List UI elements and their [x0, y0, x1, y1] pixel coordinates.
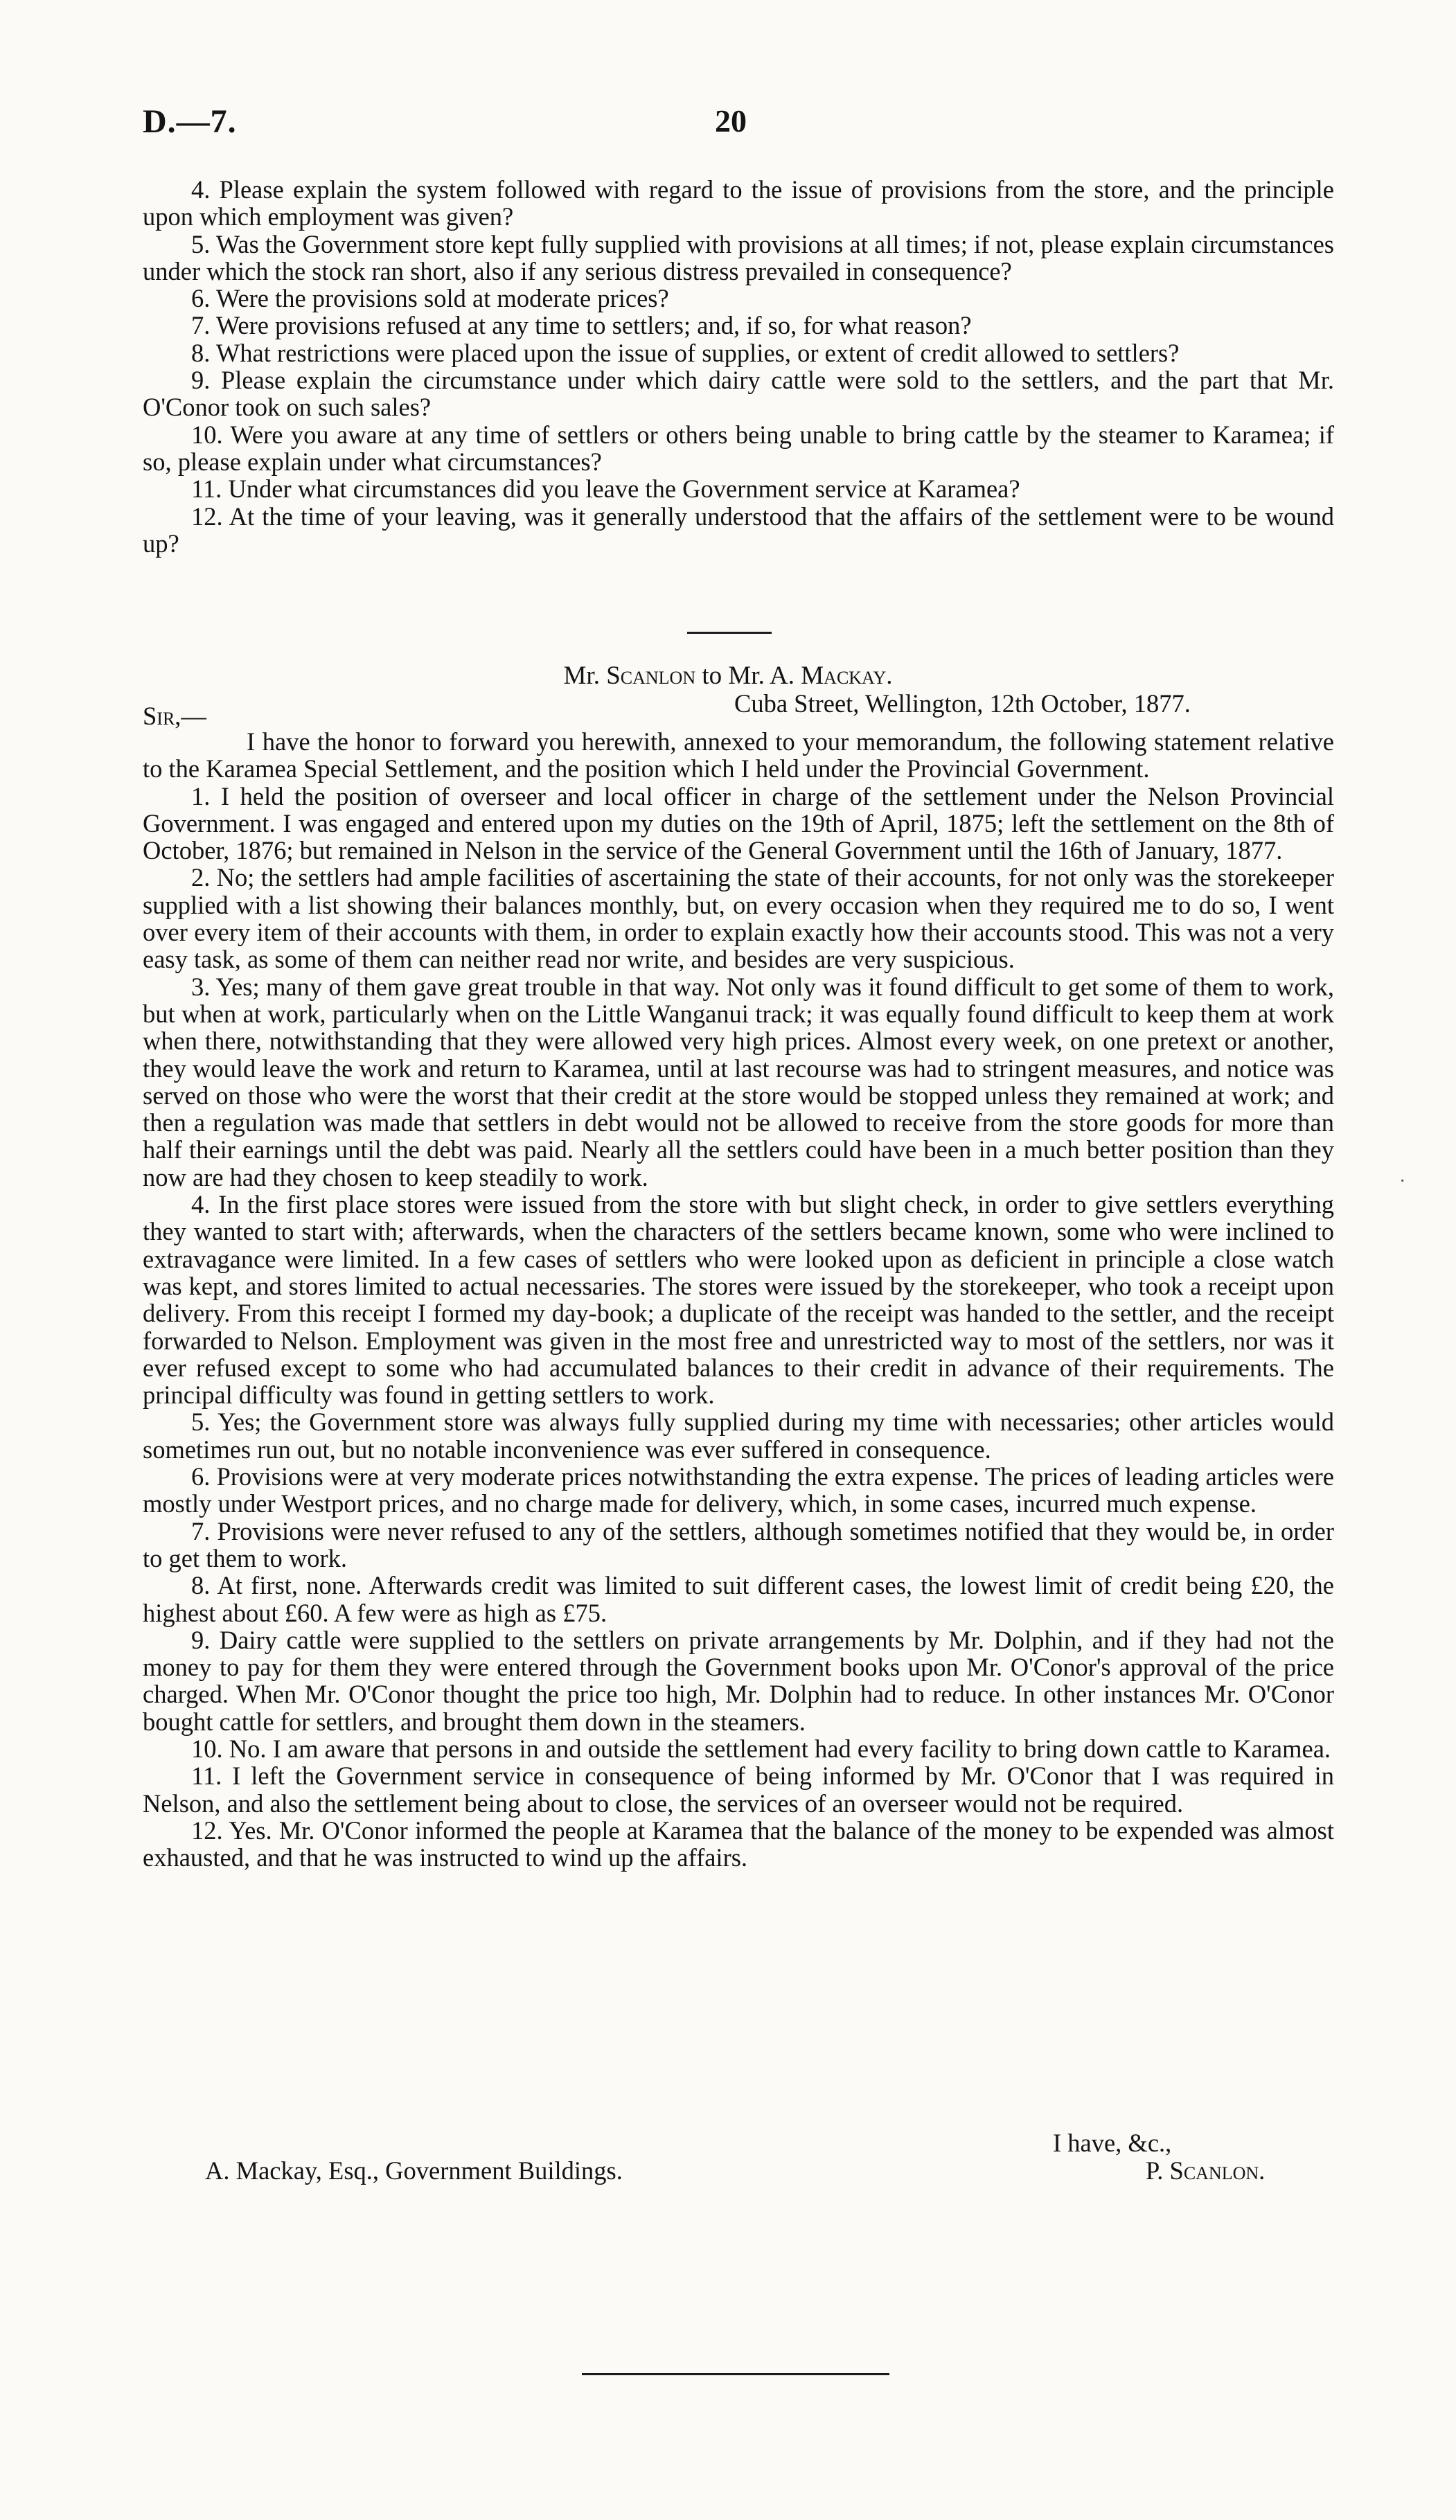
- page-header: [143, 103, 1334, 144]
- answer-2: 2. No; the settlers had ample facilities of ascertaining the state of their accounts, for not only was the storekeeper supplied with a list showing their balances monthly, but, on every occasion when they required me to do so, I went over every item of their accounts with them, in order to explain exactly how their accounts stood. This was not a very easy task, as some of them can neither read nor write, and besides are very suspicious.: [143, 863, 1334, 974]
- margin-mark: ·: [1399, 1171, 1406, 1192]
- page-number: 20: [715, 103, 747, 139]
- signature-initial: P.: [1146, 2156, 1164, 2185]
- answer-3: 3. Yes; many of them gave great trouble in that way. Not only was it found difficult to get some of them to work, but when at work, particularly when on the Little Wanganui track; it was equally found difficult to keep them at work when there, notwithstanding that they were allowed very high prices. Almost every week, on one pretext or another, they would leave the work and return to Karamea, until at last recourse was had to stringent measures, and notice was served on those who were the worst that their credit at the store would be stopped unless they remained at work; and then a regulation was made that settlers in debt would not be allowed to receive from the store goods for more than half their earnings until the debt was paid. Nearly all the settlers could have been in a much better position than they now are had they chosen to keep steadily to work.: [143, 972, 1334, 1191]
- question-12: 12. At the time of your leaving, was it generally understood that the affairs of the settlement were to be wound up?: [143, 502, 1334, 558]
- title-prefix: Mr.: [563, 662, 600, 690]
- answer-9: 9. Dairy cattle were supplied to the settlers on private arrangements by Mr. Dolphin, and if they had not the money to pay for them they were entered through the Government books upon Mr. O'Conor's approval of the price charged. When Mr. O'Conor thought the price too high, Mr. Dolphin had to reduce. In other instances Mr. O'Conor bought cattle for settlers, and brought them down in the steamers.: [143, 1625, 1334, 1736]
- answer-1: 1. I held the position of overseer and local officer in charge of the settlement under the Nelson Provincial Government. I was engaged and entered upon my duties on the 19th of April, 1875; left the settlement on the 8th of October, 1876; but remained in Nelson in the service of the General Government until the 16th of January, 1877.: [143, 781, 1334, 865]
- answer-5: 5. Yes; the Government store was always fully supplied during my time with necessaries; other articles would sometimes run out, but no notable inconvenience was ever suffered in consequence.: [143, 1408, 1334, 1464]
- letter-title: [0, 662, 1456, 690]
- answer-7: 7. Provisions were never refused to any of the settlers, although sometimes notified that they would be, in order to get them to work.: [143, 1516, 1334, 1572]
- section-divider: [687, 632, 772, 634]
- letter-body: [143, 728, 1334, 1871]
- title-mid: to Mr. A.: [702, 662, 795, 690]
- answer-11: 11. I left the Government service in consequence of being informed by Mr. O'Conor that I was required in Nelson, and also the settlement being about to close, the services of an overseer would not be required.: [143, 1762, 1334, 1818]
- title-sender: Scanlon: [606, 662, 696, 690]
- letter-closing: I have, &c.,: [1053, 2129, 1172, 2157]
- document-reference: D.—7.: [143, 103, 237, 140]
- question-11: 11. Under what circumstances did you leave the Government service at Karamea?: [191, 474, 1020, 504]
- question-10: 10. Were you aware at any time of settlers or others being unable to bring cattle by the steamer to Karamea; if so, please explain under what circumstances?: [143, 420, 1334, 476]
- answer-10: 10. No. I am aware that persons in and outside the settlement had every facility to bring down cattle to Karamea.: [191, 1734, 1331, 1763]
- answer-4: 4. In the first place stores were issued from the store with but slight check, in order to give settlers everything they wanted to start with; afterwards, when the characters of the settlers became known, some who were inclined to extravagance were limited. In a few cases of settlers who were looked upon as deficient in principle a close watch was kept, and stores limited to actual necessaries. The stores were issued by the storekeeper, who took a receipt upon delivery. From this receipt I formed my day-book; a duplicate of the receipt was handed to the settler, and the receipt forwarded to Nelson. Employment was given in the most free and unrestricted way to most of the settlers, nor was it ever refused except to some who had accumulated balances to their credit in advance of their requirements. The principal difficulty was found in getting settlers to work.: [143, 1190, 1334, 1410]
- letter-addressee: A. Mackay, Esq., Government Buildings.: [205, 2156, 623, 2185]
- answer-8: 8. At first, none. Afterwards credit was limited to suit different cases, the lowest limit of credit being £20, the highest about £60. A few were as high as £75.: [143, 1571, 1334, 1627]
- question-6: 6. Were the provisions sold at moderate prices?: [191, 284, 669, 313]
- letter-address-date: Cuba Street, Wellington, 12th October, 1877.: [734, 689, 1191, 718]
- signature-name: Scanlon.: [1169, 2156, 1266, 2185]
- question-7: 7. Were provisions refused at any time to settlers; and, if so, for what reason?: [191, 311, 972, 340]
- questions-list: [143, 176, 1334, 557]
- question-5: 5. Was the Government store kept fully supplied with provisions at all times; if not, please explain circumstances under which the stock ran short, also if any serious distress prevailed in consequence?: [143, 229, 1334, 285]
- question-8: 8. What restrictions were placed upon the issue of supplies, or extent of credit allowed to settlers?: [191, 338, 1180, 367]
- letter-signature: [1146, 2156, 1265, 2185]
- title-recipient: Mackay.: [801, 662, 893, 690]
- letter-intro: I have the honor to forward you herewith, annexed to your memorandum, the following statement relative to the Karamea Special Settlement, and the position which I held under the Provincial Government.: [143, 727, 1334, 783]
- letter-salutation: Sir,—: [143, 702, 206, 730]
- answer-12: 12. Yes. Mr. O'Conor informed the people at Karamea that the balance of the money to be expended was almost exhausted, and that he was instructed to wind up the affairs.: [143, 1816, 1334, 1872]
- question-4: 4. Please explain the system followed with regard to the issue of provisions from the store, and the principle upon which employment was given?: [143, 175, 1334, 231]
- answer-6: 6. Provisions were at very moderate prices notwithstanding the extra expense. The prices of leading articles were mostly under Westport prices, and no charge made for delivery, which, in some cases, incurred much expense.: [143, 1462, 1334, 1518]
- end-divider: [582, 2373, 889, 2375]
- question-9: 9. Please explain the circumstance under which dairy cattle were sold to the settlers, and the part that Mr. O'Conor took on such sales?: [143, 366, 1334, 422]
